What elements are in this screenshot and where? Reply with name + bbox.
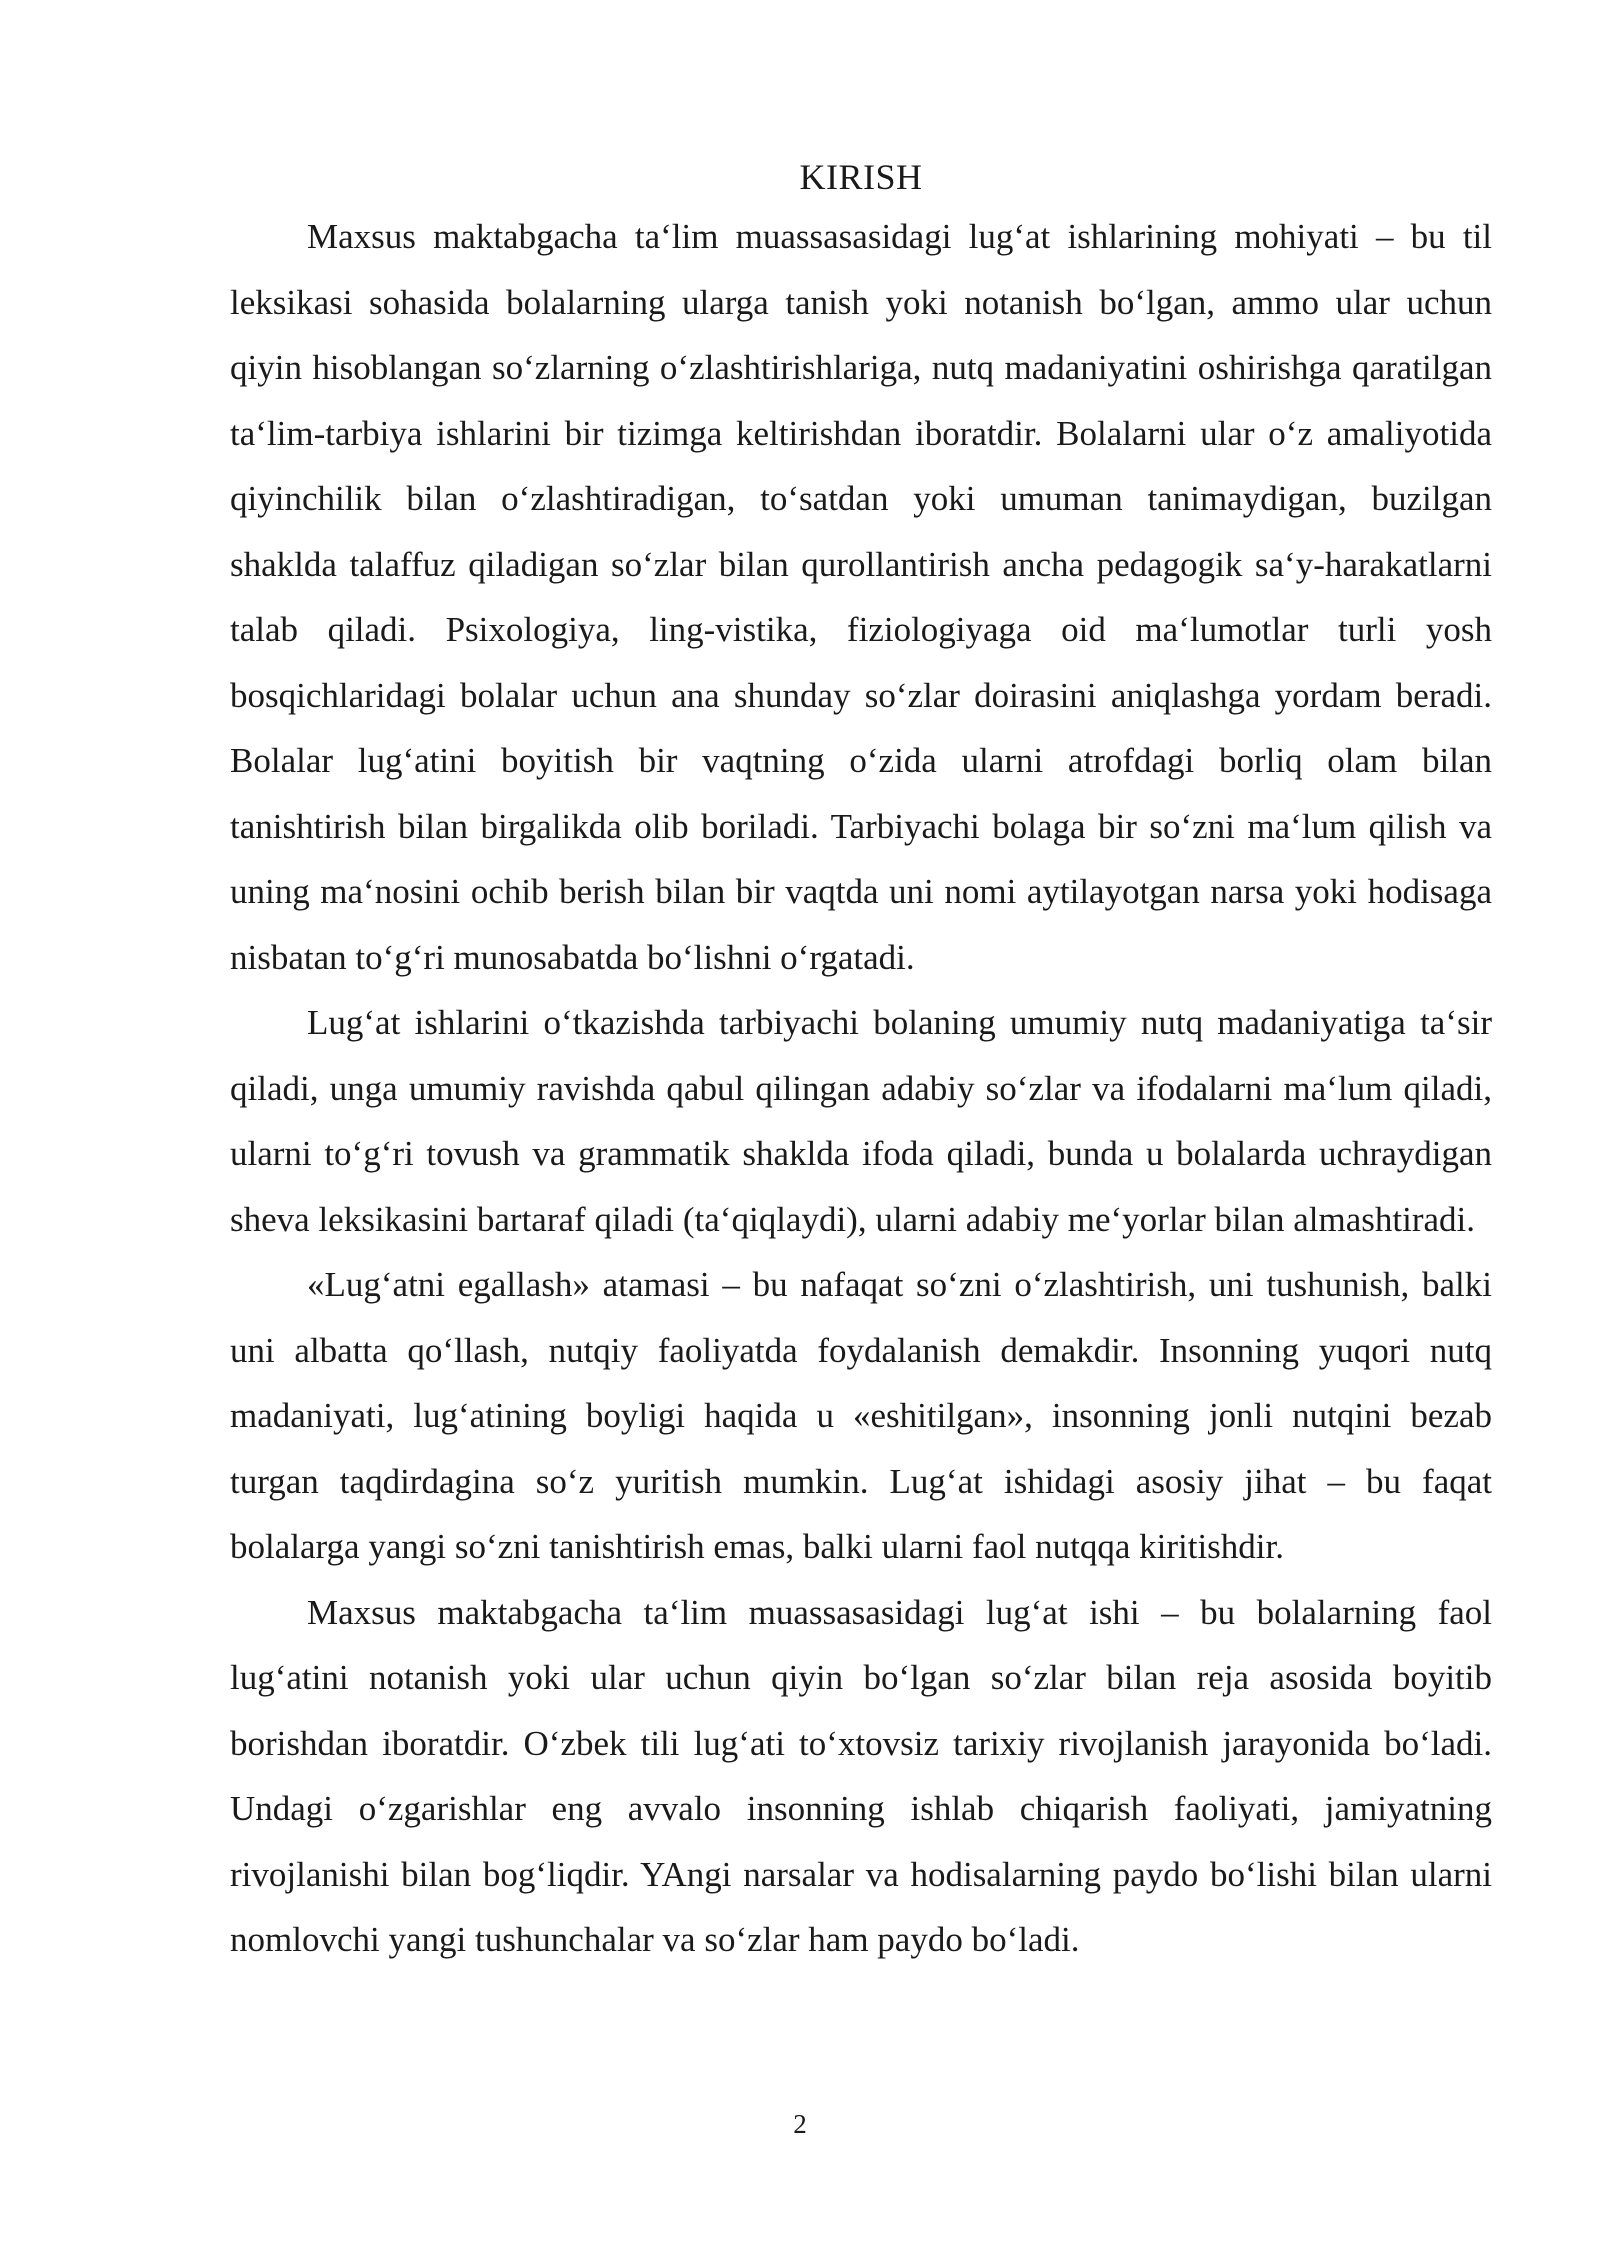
paragraph-2: Lug‘at ishlarini o‘tkazishda tarbiyachi bolaning umumiy nutq madaniyatiga ta‘sir qiladi, unga umumiy ravishda qabul qilingan adabiy so‘zlar va ifodalarni ma‘lum qiladi, ularni to‘g‘ri tovush va grammatik shaklda ifoda qiladi, bunda u bolalarda uchraydigan sheva leksikasini bartaraf qiladi (ta‘qiqlaydi), ularni adabiy me‘yorlar bilan almashtiradi. [230, 1003, 1492, 1239]
paragraph-1: Maxsus maktabgacha ta‘lim muassasasidagi lug‘at ishlarining mohiyati – bu til leksikasi sohasida bolalarning ularga tanish yoki notanish bo‘lgan, ammo ular uchun qiyin hisoblangan so‘zlarning o‘zlashtirishlariga, nutq madaniyatini oshirishga qaratilgan ta‘lim-tarbiya ishlarini bir tizimga keltirishdan iboratdir. Bolalarni ular o‘z amaliyotida qiyinchilik bilan o‘zlashtiradigan, to‘satdan yoki umuman tanimaydigan, buzilgan shaklda talaffuz qiladigan so‘zlar bilan qurollantirish ancha pedagogik sa‘y-harakatlarni talab qiladi. Psixologiya, ling-vistika, fiziologiyaga oid ma‘lumotlar turli yosh bosqichlaridagi bolalar uchun ana shunday so‘zlar doirasini aniqlashga yordam beradi. Bolalar lug‘atini boyitish bir vaqtning o‘zida ularni atrofdagi borliq olam bilan tanishtirish bilan birgalikda olib boriladi. Tarbiyachi bolaga bir so‘zni ma‘lum qilish va uning ma‘nosini ochib berish bilan bir vaqtda uni nomi aytilayotgan narsa yoki hodisaga nisbatan to‘g‘ri munosabatda bo‘lishni o‘rgatadi. [230, 217, 1492, 977]
paragraph-3: «Lug‘atni egallash» atamasi – bu nafaqat so‘zni o‘zlashtirish, uni tushunish, balki uni albatta qo‘llash, nutqiy faoliyatda foydalanish demakdir. Insonning yuqori nutq madaniyati, lug‘atining boyligi haqida u «eshitilgan», insonning jonli nutqini bezab turgan taqdirdagina so‘z yuritish mumkin. Lug‘at ishidagi asosiy jihat – bu faqat bolalarga yangi so‘zni tanishtirish emas, balki ularni faol nutqqa kiritishdir. [230, 1265, 1492, 1566]
page-number: 2 [793, 2109, 807, 2139]
paragraph-4: Maxsus maktabgacha ta‘lim muassasasidagi lug‘at ishi – bu bolalarning faol lug‘atini notanish yoki ular uchun qiyin bo‘lgan so‘zlar bilan reja asosida boyitib borishdan iboratdir. O‘zbek tili lug‘ati to‘xtovsiz tarixiy rivojlanish jarayonida bo‘ladi. Undagi o‘zgarishlar eng avvalo insonning ishlab chiqarish faoliyati, jamiyatning rivojlanishi bilan bog‘liqdir. YAngi narsalar va hodisalarning paydo bo‘lishi bilan ularni nomlovchi yangi tushunchalar va so‘zlar ham paydo bo‘ladi. [230, 1592, 1492, 1959]
document-page [230, 150, 1492, 1973]
page-title: KIRISH [799, 157, 923, 197]
